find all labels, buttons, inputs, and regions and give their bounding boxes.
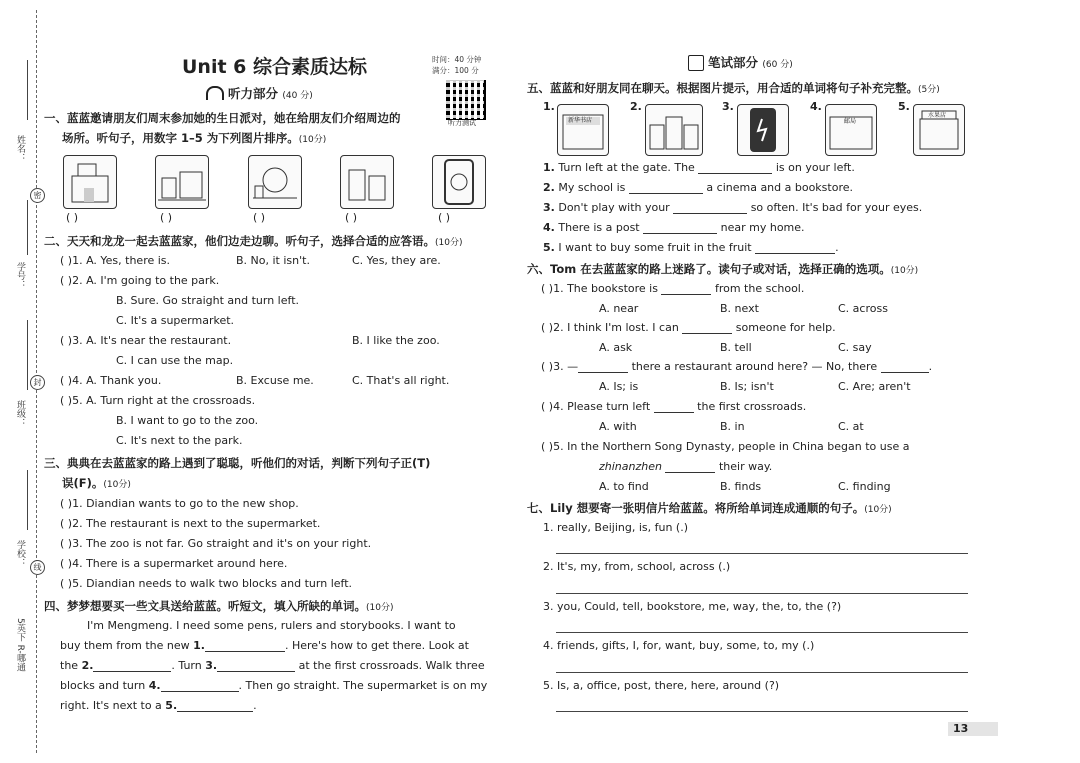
s4-blank-2[interactable] xyxy=(93,671,171,672)
s6-q4: ( )4. Please turn left the first crossroads. xyxy=(541,400,807,413)
order-blank-5[interactable]: ( ) xyxy=(438,211,451,224)
s6-blank-5[interactable] xyxy=(665,472,715,473)
s6-q1: ( )1. The bookstore is from the school. xyxy=(541,282,805,295)
s2-q2-b: B. Sure. Go straight and turn left. xyxy=(116,294,299,307)
order-blank-3[interactable]: ( ) xyxy=(253,211,266,224)
s6-o5-a: A. to find xyxy=(599,480,649,493)
listening-section-title: 听力部分 (40 分) xyxy=(228,86,313,101)
s7-answer-line-1[interactable] xyxy=(556,553,968,554)
s2-q3-a: ( )3. A. It's near the restaurant. xyxy=(60,334,232,347)
picture-phone-map xyxy=(432,155,486,209)
order-blank-2[interactable]: ( ) xyxy=(160,211,173,224)
s5-pic-num-1: 1. xyxy=(543,100,555,113)
section-5-title: 五、蓝蓝和好朋友同在聊天。根据图片提示，用合适的单词将句子补充完整。(5分) xyxy=(527,81,940,95)
s3-item-3: ( )3. The zoo is not far. Go straight and it's on your right. xyxy=(60,537,372,550)
s6-blank-3b[interactable] xyxy=(881,372,929,373)
s6-o3-c: C. Are; aren't xyxy=(838,380,911,393)
s6-o2-c: C. say xyxy=(838,341,872,354)
section-2-title: 二、天天和龙龙一起去蓝蓝家，他们边走边聊。听句子，选择合适的应答语。(10分) xyxy=(44,234,463,248)
s4-line-5: right. It's next to a 5. . xyxy=(60,699,257,712)
section-1-title-2: 场所。听句子，用数字 1–5 为下列图片排序。(10分) xyxy=(62,131,327,145)
s4-blank-5[interactable] xyxy=(177,711,253,712)
s6-blank-1[interactable] xyxy=(661,294,711,295)
section-3-title: 三、典典在去蓝蓝家的路上遇到了聪聪，听他们的对话，判断下列句子正(T) xyxy=(44,456,431,470)
s5-q3: 3. Don't play with your so often. It's bad for your eyes. xyxy=(543,201,923,214)
number-line xyxy=(27,200,28,255)
s6-o5-c: C. finding xyxy=(838,480,891,493)
s7-answer-line-5[interactable] xyxy=(556,711,968,712)
s4-line-3: the 2. . Turn 3. at the first crossroads. Walk three xyxy=(60,659,485,672)
seal-xian: 线 xyxy=(30,560,45,575)
time-info: 时间：40 分钟 xyxy=(432,55,482,64)
school-label: 学校： xyxy=(15,540,25,567)
s4-blank-3[interactable] xyxy=(217,671,295,672)
name-label: 姓名： xyxy=(15,135,25,162)
seal-mi: 密 xyxy=(30,188,45,203)
picture-street xyxy=(155,155,209,209)
student-number-label: 学号： xyxy=(15,262,25,289)
s2-q2-a: ( )2. A. I'm going to the park. xyxy=(60,274,220,287)
s4-blank-1[interactable] xyxy=(205,651,285,652)
s3-item-2: ( )2. The restaurant is next to the supermarket. xyxy=(60,517,321,530)
s2-q5-b: B. I want to go to the zoo. xyxy=(116,414,259,427)
s2-q1-a: ( )1. A. Yes, there is. xyxy=(60,254,171,267)
s4-line-4: blocks and turn 4. . Then go straight. The supermarket is on my xyxy=(60,679,488,692)
s6-o3-a: A. Is; is xyxy=(599,380,639,393)
s3-item-4: ( )4. There is a supermarket around here. xyxy=(60,557,288,570)
s6-o1-b: B. next xyxy=(720,302,759,315)
seal-feng: 封 xyxy=(30,375,45,390)
class-line xyxy=(27,320,28,390)
s5-blank-4[interactable] xyxy=(643,233,717,234)
order-blank-1[interactable]: ( ) xyxy=(66,211,79,224)
s6-o4-a: A. with xyxy=(599,420,637,433)
s5-q1: 1. Turn left at the gate. The is on your left. xyxy=(543,161,855,174)
s7-item-3: 3. you, Could, tell, bookstore, me, way, the, to, the (?) xyxy=(543,600,842,613)
picture-mobile-phone xyxy=(737,104,789,156)
s5-blank-2[interactable] xyxy=(629,193,703,194)
section-6-title: 六、Tom 在去蓝蓝家的路上迷路了。读句子或对话，选择正确的选项。(10分) xyxy=(527,262,919,276)
s7-item-1: 1. really, Beijing, is, fun (.) xyxy=(543,521,688,534)
s5-pic-num-5: 5. xyxy=(898,100,910,113)
s3-item-5: ( )5. Diandian needs to walk two blocks and turn left. xyxy=(60,577,353,590)
name-line xyxy=(27,60,28,120)
headphone-icon xyxy=(206,86,224,100)
s6-o3-b: B. Is; isn't xyxy=(720,380,774,393)
s4-blank-4[interactable] xyxy=(161,691,239,692)
s7-item-4: 4. friends, gifts, I, for, want, buy, some, to, my (.) xyxy=(543,639,815,652)
section-4-title: 四、梦梦想要买一些文具送给蓝蓝。听短文，填入所缺的单词。(10分) xyxy=(44,599,394,613)
picture-street-buildings xyxy=(645,104,703,156)
s6-o2-b: B. tell xyxy=(720,341,752,354)
picture-park xyxy=(248,155,302,209)
s7-answer-line-2[interactable] xyxy=(556,593,968,594)
section-7-title: 七、Lily 想要寄一张明信片给蓝蓝。将所给单词连成通顺的句子。(10分) xyxy=(527,501,892,515)
s6-o5-b: B. finds xyxy=(720,480,762,493)
page-title: Unit 6 综合素质达标 xyxy=(182,56,367,78)
section-1-title: 一、蓝蓝邀请朋友们周末参加她的生日派对，她在给朋友们介绍周边的 xyxy=(44,111,401,125)
s6-q5: ( )5. In the Northern Song Dynasty, people in China began to use a xyxy=(541,440,910,453)
s6-blank-4[interactable] xyxy=(654,412,694,413)
s2-q4-a: ( )4. A. Thank you. xyxy=(60,374,162,387)
s7-answer-line-4[interactable] xyxy=(556,672,968,673)
s3-item-1: ( )1. Diandian wants to go to the new shop. xyxy=(60,497,299,510)
s6-o1-c: C. across xyxy=(838,302,888,315)
s2-q4-c: C. That's all right. xyxy=(352,374,450,387)
s2-q1-c: C. Yes, they are. xyxy=(352,254,441,267)
s5-blank-5[interactable] xyxy=(755,253,835,254)
s4-line-1: I'm Mengmeng. I need some pens, rulers and storybooks. I want to xyxy=(87,619,456,632)
picture-post-office xyxy=(63,155,117,209)
s5-q5: 5. I want to buy some fruit in the fruit . xyxy=(543,241,839,254)
class-label: 班级： xyxy=(15,400,25,427)
writing-section-title: 笔试部分 (60 分) xyxy=(708,55,793,70)
s5-q2: 2. My school is a cinema and a bookstore. xyxy=(543,181,853,194)
order-blank-4[interactable]: ( ) xyxy=(345,211,358,224)
s6-q3: ( )3. — there a restaurant around here? — No, there . xyxy=(541,360,933,373)
s2-q3-b: B. I like the zoo. xyxy=(352,334,440,347)
s5-q4: 4. There is a post near my home. xyxy=(543,221,805,234)
s5-blank-1[interactable] xyxy=(698,173,772,174)
s2-q4-b: B. Excuse me. xyxy=(236,374,314,387)
s2-q2-c: C. It's a supermarket. xyxy=(116,314,235,327)
s6-q5-line-2: zhinanzhen their way. xyxy=(599,460,773,473)
picture-bookstore: 新华书店 xyxy=(557,104,609,156)
school-line xyxy=(27,470,28,530)
section-3-title-2: 误(F)。(10分) xyxy=(62,476,131,490)
s7-item-2: 2. It's, my, from, school, across (.) xyxy=(543,560,731,573)
s6-o2-a: A. ask xyxy=(599,341,633,354)
s6-o4-b: B. in xyxy=(720,420,745,433)
score-info: 满分：100 分 xyxy=(432,66,479,75)
s5-pic-num-2: 2. xyxy=(630,100,642,113)
s6-blank-2[interactable] xyxy=(682,333,732,334)
picture-fruit-shop: 水果店 xyxy=(913,104,965,156)
edition-label: 5英下 R-哪通 xyxy=(15,618,25,672)
s2-q5-c: C. It's next to the park. xyxy=(116,434,243,447)
s7-item-5: 5. Is, a, office, post, there, here, around (?) xyxy=(543,679,780,692)
s4-line-2: buy them from the new 1. . Here's how to get there. Look at xyxy=(60,639,469,652)
s5-blank-3[interactable] xyxy=(673,213,747,214)
s6-blank-3a[interactable] xyxy=(578,372,628,373)
page-number: 13 xyxy=(953,722,969,735)
qr-label: 听力测试 xyxy=(448,119,476,127)
s2-q5-a: ( )5. A. Turn right at the crossroads. xyxy=(60,394,256,407)
s2-q3-c: C. I can use the map. xyxy=(116,354,234,367)
s6-o1-a: A. near xyxy=(599,302,639,315)
s5-pic-num-3: 3. xyxy=(722,100,734,113)
s2-q1-b: B. No, it isn't. xyxy=(236,254,310,267)
picture-buildings xyxy=(340,155,394,209)
s5-pic-num-4: 4. xyxy=(810,100,822,113)
s7-answer-line-3[interactable] xyxy=(556,632,968,633)
s6-o4-c: C. at xyxy=(838,420,864,433)
s6-q2: ( )2. I think I'm lost. I can someone for help. xyxy=(541,321,836,334)
picture-post-office-building: 邮局 xyxy=(825,104,877,156)
pencil-icon xyxy=(688,55,704,71)
